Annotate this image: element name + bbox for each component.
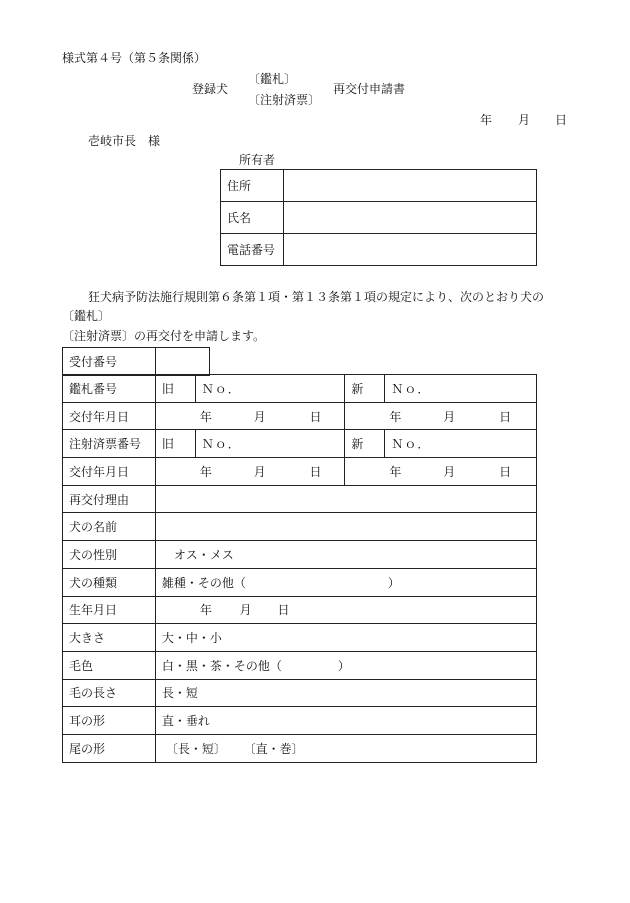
dog-name-label: 犬の名前 (63, 513, 156, 541)
sex-label: 犬の性別 (63, 541, 156, 569)
table-row (63, 513, 537, 541)
month-label: 月 (239, 603, 252, 618)
month-label: 月 (443, 409, 456, 424)
no-label: Ｎｏ． (201, 437, 241, 452)
year-label: 年 (199, 464, 212, 479)
table-row (63, 624, 537, 652)
month-label: 月 (253, 464, 266, 479)
hair-label: 毛の長さ (63, 679, 156, 707)
inj-no-label: 注射済票番号 (63, 430, 156, 458)
ear-field[interactable] (155, 707, 536, 735)
color-options: 白・黒・茶・その他（ (161, 658, 282, 673)
birth-label: 生年月日 (63, 596, 156, 624)
color-label: 毛色 (63, 651, 156, 679)
birth-field[interactable] (155, 596, 536, 624)
table-row (63, 651, 537, 679)
breed-options: 雑種・その他（ (161, 575, 246, 590)
owner-heading: 所有者 (239, 153, 276, 167)
day-label: 日 (309, 464, 322, 479)
table-row (63, 375, 537, 403)
tag-old-date-field[interactable] (155, 402, 345, 430)
tail-shape-options: 〔直・巻〕 (243, 741, 304, 756)
year-label: 年 (389, 464, 402, 479)
no-label: Ｎｏ． (391, 437, 431, 452)
table-row (63, 568, 537, 596)
sex-field[interactable] (155, 541, 536, 569)
breed-label: 犬の種類 (63, 568, 156, 596)
color-field[interactable] (155, 651, 536, 679)
breed-field[interactable] (155, 568, 536, 596)
title-option-injection: 〔注射済票〕 (248, 93, 321, 107)
date-month: 月 (518, 113, 531, 127)
year-label: 年 (199, 409, 212, 424)
table-row (63, 596, 537, 624)
no-label: Ｎｏ． (201, 381, 241, 396)
hair-field[interactable] (155, 679, 536, 707)
owner-address-field[interactable] (283, 170, 536, 202)
dog-name-field[interactable] (155, 513, 536, 541)
inj-old-no-field[interactable] (195, 430, 345, 458)
size-label: 大きさ (63, 624, 156, 652)
title-prefix: 登録犬 (192, 82, 229, 96)
day-label: 日 (499, 464, 512, 479)
inj-old-date-field[interactable] (155, 458, 345, 486)
color-close-paren: ） (337, 658, 350, 673)
month-label: 月 (253, 409, 266, 424)
date-year: 年 (480, 113, 493, 127)
addressee: 壱岐市長 様 (88, 134, 161, 148)
no-label: Ｎｏ． (391, 381, 431, 396)
statement-line1: 狂犬病予防法施行規則第６条第１項・第１３条第１項の規定により、次のとおり犬の (88, 290, 545, 304)
title-suffix: 再交付申請書 (333, 82, 406, 96)
table-row (63, 458, 537, 486)
size-field[interactable] (155, 624, 536, 652)
reason-field[interactable] (155, 485, 536, 513)
date-day: 日 (555, 113, 568, 127)
reception-table (62, 347, 210, 376)
tail-label: 尾の形 (63, 734, 156, 762)
inj-new-date-field[interactable] (345, 458, 537, 486)
tail-length-options: 〔長・短〕 (165, 741, 226, 756)
statement-line2: 〔鑑札〕 (62, 309, 111, 323)
hair-options: 長・短 (161, 686, 198, 701)
table-row (63, 707, 537, 735)
table-row (63, 734, 537, 762)
form-number: 様式第４号（第５条関係） (62, 51, 207, 65)
day-label: 日 (277, 603, 290, 618)
table-row (63, 679, 537, 707)
owner-name-label: 氏名 (221, 202, 284, 234)
table-row (63, 485, 537, 513)
table-row (63, 430, 537, 458)
owner-row-name (221, 202, 537, 234)
owner-phone-field[interactable] (283, 234, 536, 266)
ear-options: 直・垂れ (161, 714, 210, 729)
main-table (62, 374, 537, 763)
sex-options: オス・メス (173, 547, 234, 562)
statement-line3: 〔注射済票〕の再交付を申請します。 (62, 329, 266, 343)
tag-old-label: 旧 (155, 375, 195, 403)
ear-label: 耳の形 (63, 707, 156, 735)
inj-old-label: 旧 (155, 430, 195, 458)
tag-new-no-field[interactable] (385, 375, 537, 403)
reception-no-label: 受付番号 (63, 348, 156, 376)
breed-close-paren: ） (387, 575, 400, 590)
month-label: 月 (443, 464, 456, 479)
tag-new-date-field[interactable] (345, 402, 537, 430)
tag-issue-date-label: 交付年月日 (63, 402, 156, 430)
owner-row-phone (221, 234, 537, 266)
owner-name-field[interactable] (283, 202, 536, 234)
table-row (63, 541, 537, 569)
owner-phone-label: 電話番号 (221, 234, 284, 266)
year-label: 年 (389, 409, 402, 424)
inj-issue-date-label: 交付年月日 (63, 458, 156, 486)
inj-new-label: 新 (345, 430, 385, 458)
reception-no-field[interactable] (155, 348, 209, 376)
day-label: 日 (499, 409, 512, 424)
year-label: 年 (199, 603, 212, 618)
tag-old-no-field[interactable] (195, 375, 345, 403)
owner-table (220, 169, 537, 266)
tag-new-label: 新 (345, 375, 385, 403)
inj-new-no-field[interactable] (385, 430, 537, 458)
day-label: 日 (309, 409, 322, 424)
title-option-tag: 〔鑑札〕 (248, 72, 297, 86)
owner-address-label: 住所 (221, 170, 284, 202)
table-row (63, 402, 537, 430)
tag-no-label: 鑑札番号 (63, 375, 156, 403)
tail-field[interactable] (155, 734, 536, 762)
size-options: 大・中・小 (161, 631, 222, 646)
owner-row-address (221, 170, 537, 202)
reason-label: 再交付理由 (63, 485, 156, 513)
